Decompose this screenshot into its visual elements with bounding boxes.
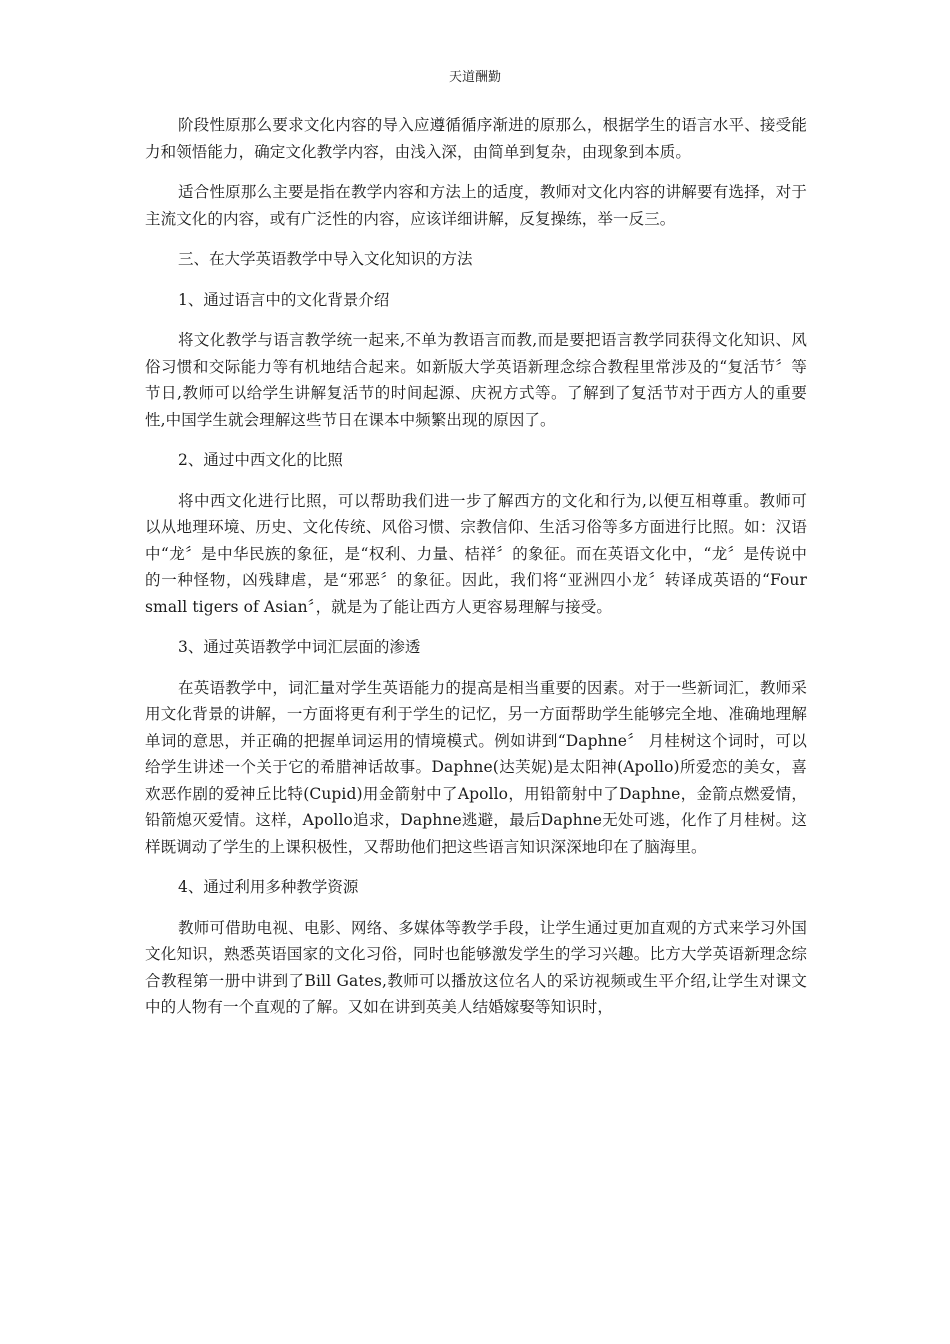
- subheading-comparison: 2、通过中西文化的比照: [178, 451, 343, 469]
- subheading-cultural-background: 1、通过语言中的文化背景介绍: [178, 290, 390, 309]
- paragraph-comparison: 将中西文化进行比照，可以帮助我们进一步了解西方的文化和行为,以便互相尊重。教师可以从地理环境、历史、文化传统、风俗习惯、宗教信仰、生活习俗等多方面进行比照。如：汉语中“龙〞是中华民族的象征，是“权利、力量、桔祥〞的象征。而在英语文化中，“龙〞是传说中的一种怪物，凶残肆虐，是“邪恶〞的象征。因此，我们将“亚洲四小龙〞转译成英语的“Four small tigers of Asian〞，就是为了能让西方人更容易理解与接受。: [145, 491, 807, 616]
- paragraph-cultural-background: 将文化教学与语言教学统一起来,不单为教语言而教,而是要把语言教学同获得文化知识、风俗习惯和交际能力等有机地结合起来。如新版大学英语新理念综合教程里常涉及的“复活节〞等节日,教师可以给学生讲解复活节的时间起源、庆祝方式等。了解到了复活节对于西方人的重要性,中国学生就会理解这些节日在课本中频繁出现的原因了。: [145, 331, 807, 429]
- section-heading-methods: 三、在大学英语教学中导入文化知识的方法: [178, 250, 473, 268]
- paragraph-suitability-principle: 适合性原那么主要是指在教学内容和方法上的适度，教师对文化内容的讲解要有选择，对于主流文化的内容，或有广泛性的内容，应该详细讲解，反复操练，举一反三。: [145, 183, 807, 228]
- paragraph-gradual-principle: 阶段性原那么要求文化内容的导入应遵循循序渐进的原那么，根据学生的语言水平、接受能力和领悟能力，确定文化教学内容，由浅入深，由简单到复杂，由现象到本质。: [145, 116, 807, 161]
- paragraph-vocabulary: 在英语教学中，词汇量对学生英语能力的提高是相当重要的因素。对于一些新词汇，教师采用文化背景的讲解，一方面将更有利于学生的记忆，另一方面帮助学生能够完全地、准确地理解单词的意思，并正确的把握单词运用的情境模式。例如讲到“Daphne〞 月桂树这个词时，可以给学生讲述一个关于它的希腊神话故事。Daphne(达芙妮)是太阳神(Apollo)所爱恋的美女，喜欢恶作剧的爱神丘比特(Cupid)用金箭射中了Apollo，用铅箭射中了Daphne，金箭点燃爱情，铅箭熄灭爱情。这样，Apollo追求，Daphne逃避，最后Daphne无处可逃，化作了月桂树。这样既调动了学生的上课积极性，又帮助他们把这些语言知识深深地印在了脑海里。: [145, 678, 807, 856]
- subheading-vocabulary: 3、通过英语教学中词汇层面的渗透: [178, 638, 421, 656]
- page-header: 天道酬勤: [448, 70, 501, 85]
- paragraph-resources: 教师可借助电视、电影、网络、多媒体等教学手段，让学生通过更加直观的方式来学习外国文化知识，熟悉英语国家的文化习俗，同时也能够激发学生的学习兴趣。比方大学英语新理念综合教程第一册中讲到了Bill Gates,教师可以播放这位名人的采访视频或生平介绍,让学生对课文中的人物有一个直观的了解。又如在讲到英美人结婚嫁娶等知识时，: [145, 918, 807, 1016]
- subheading-resources: 4、通过利用多种教学资源: [178, 878, 359, 896]
- document-body: [145, 112, 807, 1035]
